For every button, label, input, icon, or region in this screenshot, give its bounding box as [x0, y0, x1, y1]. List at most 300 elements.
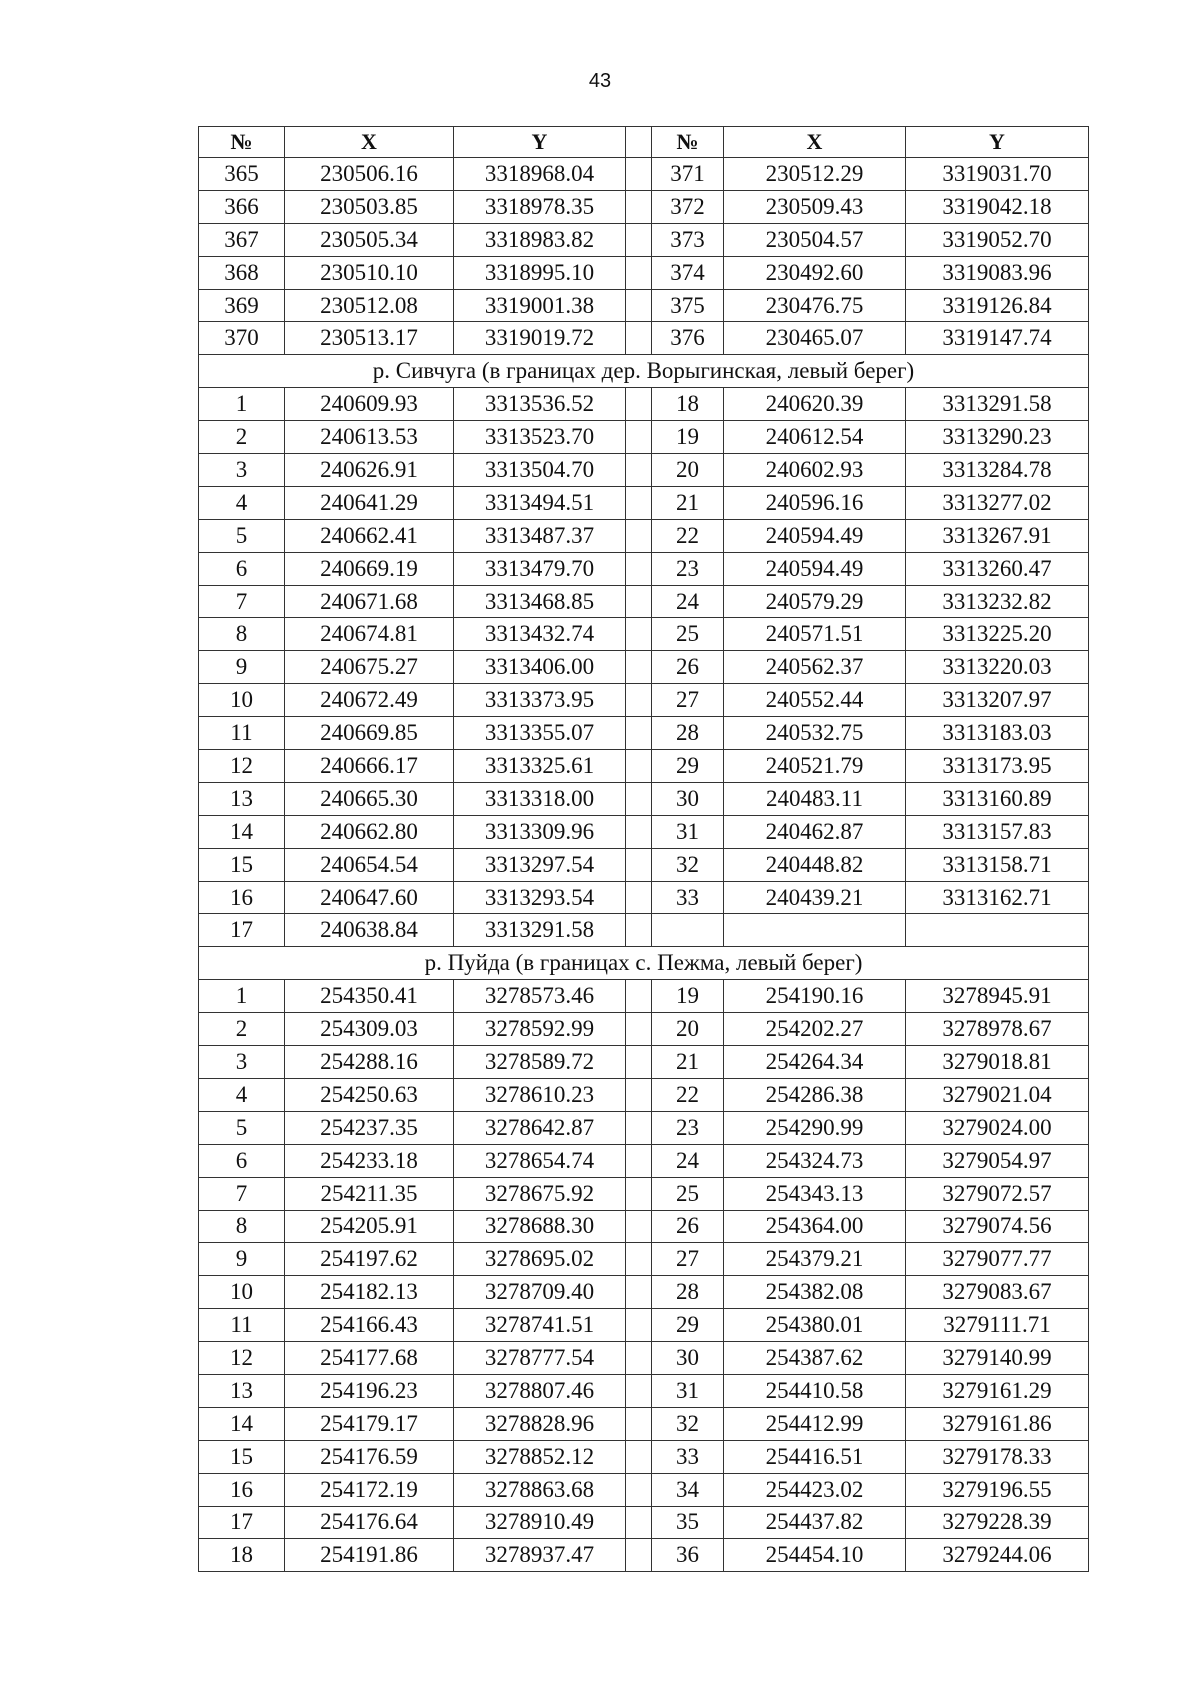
y-right-cell: 3279072.57: [906, 1177, 1089, 1210]
x-right-cell: 240552.44: [724, 684, 906, 717]
y-right-cell: 3313267.91: [906, 519, 1089, 552]
x-left-cell: 240669.85: [285, 717, 454, 750]
x-right-cell: 240521.79: [724, 750, 906, 783]
gap-cell: [626, 1177, 652, 1210]
x-right-cell: 240594.49: [724, 552, 906, 585]
point-num-right-cell: 24: [652, 1144, 724, 1177]
x-left-cell: 254182.13: [285, 1276, 454, 1309]
y-right-cell: 3278945.91: [906, 980, 1089, 1013]
x-left-cell: 254176.64: [285, 1506, 454, 1539]
x-right-cell: 254364.00: [724, 1210, 906, 1243]
gap-cell: [626, 1210, 652, 1243]
point-num-right-cell: 371: [652, 158, 724, 191]
point-num-right-cell: 25: [652, 618, 724, 651]
gap-cell: [626, 388, 652, 421]
point-num-right-cell: 19: [652, 980, 724, 1013]
gap-cell: [626, 585, 652, 618]
header-num-left: №: [199, 127, 285, 158]
gap-cell: [626, 421, 652, 454]
table-row: [199, 1506, 1089, 1539]
x-right-cell: 240448.82: [724, 848, 906, 881]
x-right-cell: 254380.01: [724, 1309, 906, 1342]
point-num-right-cell: 31: [652, 815, 724, 848]
table-row: [199, 1078, 1089, 1111]
gap-cell: [626, 1473, 652, 1506]
y-right-cell: 3319042.18: [906, 190, 1089, 223]
x-left-cell: 240626.91: [285, 454, 454, 487]
gap-cell: [626, 322, 652, 355]
y-left-cell: 3278910.49: [454, 1506, 626, 1539]
y-left-cell: 3278695.02: [454, 1243, 626, 1276]
table-row: [199, 486, 1089, 519]
y-left-cell: 3278777.54: [454, 1342, 626, 1375]
x-left-cell: 254191.86: [285, 1539, 454, 1572]
y-left-cell: 3313373.95: [454, 684, 626, 717]
x-right-cell: 254437.82: [724, 1506, 906, 1539]
table-header-row: [199, 127, 1089, 158]
point-num-right-cell: 31: [652, 1374, 724, 1407]
point-num-right-cell: 32: [652, 1407, 724, 1440]
point-num-left-cell: 13: [199, 782, 285, 815]
x-left-cell: 254176.59: [285, 1440, 454, 1473]
y-left-cell: 3318978.35: [454, 190, 626, 223]
y-right-cell: 3279077.77: [906, 1243, 1089, 1276]
x-left-cell: 230506.16: [285, 158, 454, 191]
point-num-left-cell: 10: [199, 1276, 285, 1309]
point-num-left-cell: 365: [199, 158, 285, 191]
x-left-cell: 230505.34: [285, 223, 454, 256]
x-left-cell: 254309.03: [285, 1013, 454, 1046]
header-y-right: Y: [906, 127, 1089, 158]
point-num-left-cell: 18: [199, 1539, 285, 1572]
gap-cell: [626, 190, 652, 223]
gap-cell: [626, 256, 652, 289]
x-left-cell: 254172.19: [285, 1473, 454, 1506]
x-left-cell: 230513.17: [285, 322, 454, 355]
x-left-cell: 240609.93: [285, 388, 454, 421]
point-num-left-cell: 9: [199, 651, 285, 684]
y-left-cell: 3278709.40: [454, 1276, 626, 1309]
y-left-cell: 3313523.70: [454, 421, 626, 454]
gap-cell: [626, 1078, 652, 1111]
gap-cell: [626, 1276, 652, 1309]
point-num-right-cell: 30: [652, 782, 724, 815]
table-row: [199, 190, 1089, 223]
point-num-right-cell: 27: [652, 684, 724, 717]
x-right-cell: [724, 914, 906, 947]
y-left-cell: 3278828.96: [454, 1407, 626, 1440]
table-row: [199, 519, 1089, 552]
point-num-right-cell: 30: [652, 1342, 724, 1375]
y-left-cell: 3313309.96: [454, 815, 626, 848]
x-left-cell: 254250.63: [285, 1078, 454, 1111]
y-left-cell: 3313536.52: [454, 388, 626, 421]
x-left-cell: 240671.68: [285, 585, 454, 618]
y-right-cell: 3279024.00: [906, 1111, 1089, 1144]
point-num-left-cell: 2: [199, 1013, 285, 1046]
y-right-cell: 3313173.95: [906, 750, 1089, 783]
x-left-cell: 254237.35: [285, 1111, 454, 1144]
x-right-cell: 240483.11: [724, 782, 906, 815]
section-title-row: [199, 355, 1089, 388]
header-num-right: №: [652, 127, 724, 158]
x-left-cell: 240647.60: [285, 881, 454, 914]
point-num-left-cell: 16: [199, 881, 285, 914]
point-num-right-cell: 34: [652, 1473, 724, 1506]
table-row: [199, 1473, 1089, 1506]
x-left-cell: 254350.41: [285, 980, 454, 1013]
y-right-cell: 3279083.67: [906, 1276, 1089, 1309]
x-left-cell: 240613.53: [285, 421, 454, 454]
y-right-cell: 3278978.67: [906, 1013, 1089, 1046]
point-num-left-cell: 12: [199, 1342, 285, 1375]
gap-cell: [626, 1013, 652, 1046]
y-right-cell: 3279196.55: [906, 1473, 1089, 1506]
point-num-left-cell: 368: [199, 256, 285, 289]
gap-cell: [626, 1144, 652, 1177]
point-num-right-cell: 375: [652, 289, 724, 322]
table-row: [199, 1177, 1089, 1210]
x-left-cell: 240666.17: [285, 750, 454, 783]
y-left-cell: 3318968.04: [454, 158, 626, 191]
y-left-cell: 3318983.82: [454, 223, 626, 256]
point-num-left-cell: 12: [199, 750, 285, 783]
x-left-cell: 254197.62: [285, 1243, 454, 1276]
x-left-cell: 254233.18: [285, 1144, 454, 1177]
point-num-left-cell: 15: [199, 848, 285, 881]
x-left-cell: 230503.85: [285, 190, 454, 223]
point-num-right-cell: 21: [652, 486, 724, 519]
x-right-cell: 240602.93: [724, 454, 906, 487]
x-left-cell: 254288.16: [285, 1046, 454, 1079]
section-title: р. Пуйда (в границах с. Пежма, левый берег): [199, 947, 1089, 980]
x-left-cell: 254211.35: [285, 1177, 454, 1210]
y-left-cell: 3313355.07: [454, 717, 626, 750]
y-right-cell: 3313183.03: [906, 717, 1089, 750]
x-right-cell: 254290.99: [724, 1111, 906, 1144]
y-left-cell: 3278741.51: [454, 1309, 626, 1342]
y-right-cell: 3279111.71: [906, 1309, 1089, 1342]
gap-cell: [626, 848, 652, 881]
x-left-cell: 240665.30: [285, 782, 454, 815]
point-num-left-cell: 15: [199, 1440, 285, 1473]
point-num-right-cell: 29: [652, 1309, 724, 1342]
point-num-right-cell: 22: [652, 1078, 724, 1111]
x-left-cell: 240662.41: [285, 519, 454, 552]
x-right-cell: 254454.10: [724, 1539, 906, 1572]
table-row: [199, 1374, 1089, 1407]
x-right-cell: 240462.87: [724, 815, 906, 848]
header-y-left: Y: [454, 127, 626, 158]
x-left-cell: 230510.10: [285, 256, 454, 289]
y-right-cell: 3279018.81: [906, 1046, 1089, 1079]
gap-cell: [626, 1243, 652, 1276]
point-num-right-cell: 26: [652, 651, 724, 684]
gap-cell: [626, 1342, 652, 1375]
x-right-cell: 240612.54: [724, 421, 906, 454]
page-number: 43: [588, 70, 612, 92]
table-row: [199, 256, 1089, 289]
point-num-left-cell: 370: [199, 322, 285, 355]
point-num-right-cell: 33: [652, 881, 724, 914]
x-right-cell: 254410.58: [724, 1374, 906, 1407]
point-num-left-cell: 9: [199, 1243, 285, 1276]
x-right-cell: 240571.51: [724, 618, 906, 651]
x-left-cell: 254205.91: [285, 1210, 454, 1243]
y-left-cell: 3313468.85: [454, 585, 626, 618]
y-right-cell: 3279140.99: [906, 1342, 1089, 1375]
y-right-cell: 3313160.89: [906, 782, 1089, 815]
x-right-cell: 230509.43: [724, 190, 906, 223]
table-row: [199, 1440, 1089, 1473]
y-left-cell: 3313291.58: [454, 914, 626, 947]
table-body: [199, 158, 1089, 1572]
y-left-cell: 3278807.46: [454, 1374, 626, 1407]
point-num-left-cell: 4: [199, 486, 285, 519]
x-right-cell: 230504.57: [724, 223, 906, 256]
header-gap: [626, 127, 652, 158]
y-left-cell: 3278852.12: [454, 1440, 626, 1473]
table-row: [199, 223, 1089, 256]
y-right-cell: 3313290.23: [906, 421, 1089, 454]
table-row: [199, 815, 1089, 848]
x-right-cell: 230476.75: [724, 289, 906, 322]
gap-cell: [626, 782, 652, 815]
x-right-cell: 240532.75: [724, 717, 906, 750]
y-left-cell: 3319001.38: [454, 289, 626, 322]
y-right-cell: 3319031.70: [906, 158, 1089, 191]
table-row: [199, 289, 1089, 322]
table-row: [199, 454, 1089, 487]
table-row: [199, 1046, 1089, 1079]
gap-cell: [626, 1309, 652, 1342]
table-row: [199, 1342, 1089, 1375]
gap-cell: [626, 1440, 652, 1473]
point-num-left-cell: 5: [199, 519, 285, 552]
x-right-cell: 230492.60: [724, 256, 906, 289]
point-num-left-cell: 7: [199, 1177, 285, 1210]
x-right-cell: 240620.39: [724, 388, 906, 421]
table-row: [199, 1013, 1089, 1046]
table-row: [199, 1539, 1089, 1572]
table-row: [199, 1243, 1089, 1276]
gap-cell: [626, 1046, 652, 1079]
x-right-cell: 254343.13: [724, 1177, 906, 1210]
x-right-cell: 240594.49: [724, 519, 906, 552]
y-right-cell: 3279021.04: [906, 1078, 1089, 1111]
point-num-left-cell: 14: [199, 1407, 285, 1440]
point-num-right-cell: 28: [652, 717, 724, 750]
x-right-cell: 240579.29: [724, 585, 906, 618]
gap-cell: [626, 158, 652, 191]
table-row: [199, 618, 1089, 651]
point-num-right-cell: 21: [652, 1046, 724, 1079]
y-left-cell: 3278592.99: [454, 1013, 626, 1046]
point-num-right-cell: 33: [652, 1440, 724, 1473]
header-x-left: X: [285, 127, 454, 158]
y-right-cell: 3279161.29: [906, 1374, 1089, 1407]
gap-cell: [626, 980, 652, 1013]
y-left-cell: 3313479.70: [454, 552, 626, 585]
y-right-cell: 3313291.58: [906, 388, 1089, 421]
table-row: [199, 651, 1089, 684]
x-right-cell: 254412.99: [724, 1407, 906, 1440]
point-num-right-cell: 24: [652, 585, 724, 618]
point-num-right-cell: [652, 914, 724, 947]
gap-cell: [626, 223, 652, 256]
gap-cell: [626, 552, 652, 585]
gap-cell: [626, 750, 652, 783]
table-row: [199, 881, 1089, 914]
y-right-cell: 3313207.97: [906, 684, 1089, 717]
point-num-left-cell: 369: [199, 289, 285, 322]
y-right-cell: 3319147.74: [906, 322, 1089, 355]
y-left-cell: 3278589.72: [454, 1046, 626, 1079]
table-row: [199, 750, 1089, 783]
table-row: [199, 914, 1089, 947]
point-num-left-cell: 11: [199, 1309, 285, 1342]
table-row: [199, 684, 1089, 717]
y-left-cell: 3278688.30: [454, 1210, 626, 1243]
y-left-cell: 3278863.68: [454, 1473, 626, 1506]
gap-cell: [626, 651, 652, 684]
y-right-cell: 3313158.71: [906, 848, 1089, 881]
point-num-left-cell: 6: [199, 552, 285, 585]
x-left-cell: 240638.84: [285, 914, 454, 947]
table-row: [199, 717, 1089, 750]
point-num-left-cell: 8: [199, 1210, 285, 1243]
x-right-cell: 240596.16: [724, 486, 906, 519]
y-right-cell: 3279228.39: [906, 1506, 1089, 1539]
table-row: [199, 1309, 1089, 1342]
y-right-cell: 3279161.86: [906, 1407, 1089, 1440]
y-right-cell: 3319083.96: [906, 256, 1089, 289]
x-left-cell: 240674.81: [285, 618, 454, 651]
y-left-cell: 3278654.74: [454, 1144, 626, 1177]
x-right-cell: 254286.38: [724, 1078, 906, 1111]
x-right-cell: 240439.21: [724, 881, 906, 914]
point-num-left-cell: 8: [199, 618, 285, 651]
gap-cell: [626, 1374, 652, 1407]
x-left-cell: 240669.19: [285, 552, 454, 585]
x-left-cell: 240662.80: [285, 815, 454, 848]
y-right-cell: 3313260.47: [906, 552, 1089, 585]
y-right-cell: 3319126.84: [906, 289, 1089, 322]
x-right-cell: 230465.07: [724, 322, 906, 355]
point-num-left-cell: 5: [199, 1111, 285, 1144]
y-right-cell: 3313284.78: [906, 454, 1089, 487]
header-x-right: X: [724, 127, 906, 158]
y-left-cell: 3313318.00: [454, 782, 626, 815]
y-left-cell: 3313494.51: [454, 486, 626, 519]
x-right-cell: 254416.51: [724, 1440, 906, 1473]
y-left-cell: 3319019.72: [454, 322, 626, 355]
gap-cell: [626, 1539, 652, 1572]
y-left-cell: 3313297.54: [454, 848, 626, 881]
y-left-cell: 3313504.70: [454, 454, 626, 487]
y-left-cell: 3318995.10: [454, 256, 626, 289]
point-num-left-cell: 16: [199, 1473, 285, 1506]
gap-cell: [626, 914, 652, 947]
point-num-left-cell: 367: [199, 223, 285, 256]
table-row: [199, 980, 1089, 1013]
y-right-cell: 3313232.82: [906, 585, 1089, 618]
y-left-cell: 3278573.46: [454, 980, 626, 1013]
x-right-cell: 254264.34: [724, 1046, 906, 1079]
y-left-cell: 3313487.37: [454, 519, 626, 552]
point-num-right-cell: 19: [652, 421, 724, 454]
point-num-left-cell: 6: [199, 1144, 285, 1177]
table-row: [199, 782, 1089, 815]
gap-cell: [626, 618, 652, 651]
point-num-left-cell: 13: [199, 1374, 285, 1407]
gap-cell: [626, 454, 652, 487]
y-right-cell: 3313220.03: [906, 651, 1089, 684]
gap-cell: [626, 486, 652, 519]
gap-cell: [626, 881, 652, 914]
table-row: [199, 1210, 1089, 1243]
y-left-cell: 3313293.54: [454, 881, 626, 914]
point-num-left-cell: 366: [199, 190, 285, 223]
y-right-cell: 3313157.83: [906, 815, 1089, 848]
point-num-left-cell: 3: [199, 1046, 285, 1079]
gap-cell: [626, 289, 652, 322]
x-right-cell: 254190.16: [724, 980, 906, 1013]
point-num-right-cell: 36: [652, 1539, 724, 1572]
point-num-right-cell: 35: [652, 1506, 724, 1539]
point-num-right-cell: 18: [652, 388, 724, 421]
table-row: [199, 322, 1089, 355]
point-num-left-cell: 7: [199, 585, 285, 618]
point-num-right-cell: 23: [652, 552, 724, 585]
y-right-cell: [906, 914, 1089, 947]
x-right-cell: 240562.37: [724, 651, 906, 684]
x-right-cell: 254387.62: [724, 1342, 906, 1375]
y-right-cell: 3279178.33: [906, 1440, 1089, 1473]
section-title: р. Сивчуга (в границах дер. Ворыгинская, левый берег): [199, 355, 1089, 388]
point-num-right-cell: 29: [652, 750, 724, 783]
point-num-left-cell: 11: [199, 717, 285, 750]
y-right-cell: 3279054.97: [906, 1144, 1089, 1177]
y-left-cell: 3278642.87: [454, 1111, 626, 1144]
table-row: [199, 1276, 1089, 1309]
y-left-cell: 3278675.92: [454, 1177, 626, 1210]
point-num-right-cell: 20: [652, 454, 724, 487]
x-right-cell: 254423.02: [724, 1473, 906, 1506]
x-right-cell: 254324.73: [724, 1144, 906, 1177]
point-num-right-cell: 27: [652, 1243, 724, 1276]
x-left-cell: 254196.23: [285, 1374, 454, 1407]
x-left-cell: 230512.08: [285, 289, 454, 322]
y-left-cell: 3278610.23: [454, 1078, 626, 1111]
point-num-left-cell: 3: [199, 454, 285, 487]
y-right-cell: 3313162.71: [906, 881, 1089, 914]
y-left-cell: 3313432.74: [454, 618, 626, 651]
point-num-left-cell: 4: [199, 1078, 285, 1111]
point-num-right-cell: 25: [652, 1177, 724, 1210]
x-left-cell: 254177.68: [285, 1342, 454, 1375]
point-num-right-cell: 32: [652, 848, 724, 881]
x-left-cell: 254179.17: [285, 1407, 454, 1440]
point-num-right-cell: 26: [652, 1210, 724, 1243]
table-row: [199, 1407, 1089, 1440]
gap-cell: [626, 1111, 652, 1144]
point-num-right-cell: 376: [652, 322, 724, 355]
y-right-cell: 3313277.02: [906, 486, 1089, 519]
point-num-right-cell: 28: [652, 1276, 724, 1309]
table-row: [199, 552, 1089, 585]
point-num-right-cell: 22: [652, 519, 724, 552]
